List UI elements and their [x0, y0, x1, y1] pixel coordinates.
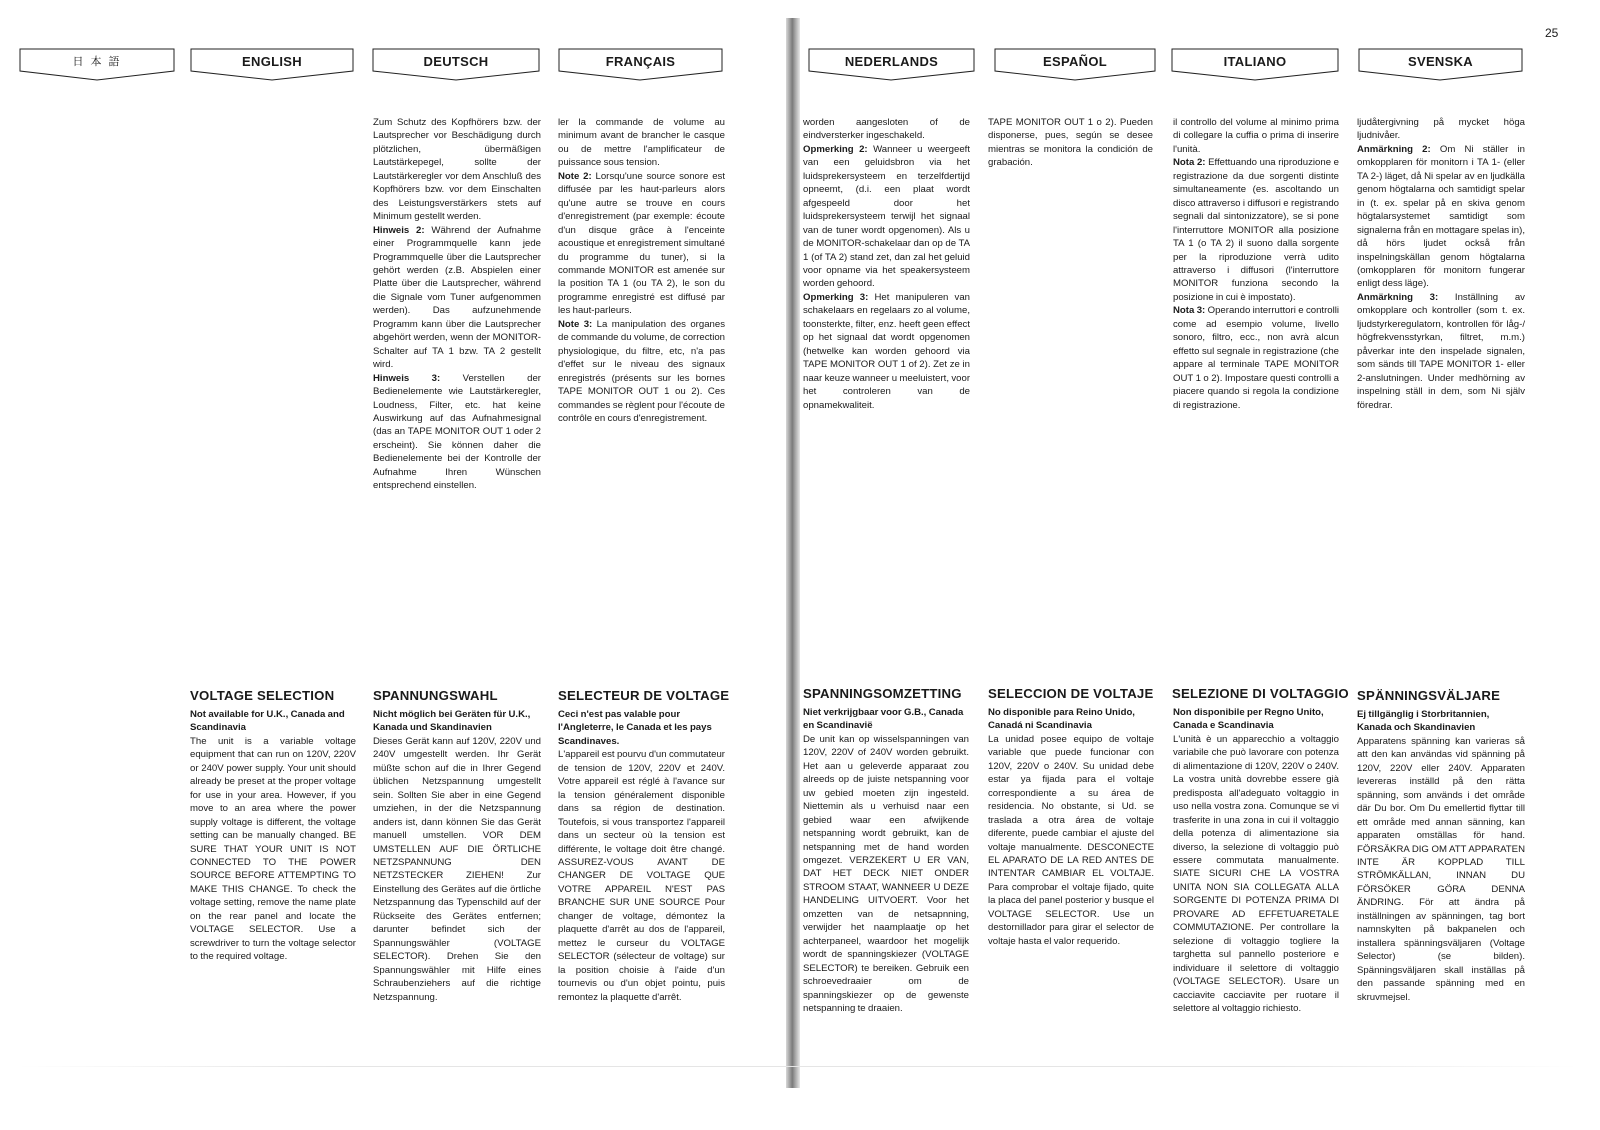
- note-label: Nota 3:: [1173, 305, 1206, 317]
- section-title-espanol: SELECCION DE VOLTAJE: [988, 686, 1154, 701]
- section-body: La unidad posee equipo de voltaje variable que puede funcionar con 120V, 220V o 240V. Su unidad debe estar ya fijada para el voltaje correspondiente a su área de residencia. No obstante, si Ud. se traslada a otra área de voltaje diferente, puede cambiar el ajuste del voltaje manualmente. DESCONECTE EL APARATO DE LA RED ANTES DE INTENTAR CAMBIAR EL VOLTAJE. Para comprobar el voltaje fijado, quite la placa del panel posterior y busque el VOLTAGE SELECTOR. Use un destornillador para girar el selector de voltaje hasta el valor requerido.: [988, 733, 1154, 947]
- section-title-deutsch: SPANNUNGSWAHL: [373, 688, 498, 703]
- lower-column-svenska: [1357, 708, 1525, 1004]
- paragraph: Opmerking 3: Het manipuleren van schakelaars en regelaars zo al volume, toonsterkte, filter, enz. heeft geen effect op het signaal dat wordt opgenomen (hetwelke kan worden gehoord via TAPE MONITOR OUT 1 of 2). Zet ze in naar keuze wanneer u meeluistert, voor het controleren van de opnamekwaliteit.: [803, 291, 971, 411]
- upper-column-italiano: [1173, 116, 1339, 412]
- section-body: Apparatens spänning kan varieras så att den kan användas vid spänning på 120V, 220V eller 240V. Apparaten levereras inställd på den rätta spänning, som används i det område där Du bor. Om Du emellertid flyttar till ett område med annan sänning, kan apparaten omställas för hand. FÖRSÄKRA DIG OM ATT APPARATEN INTE ÄR KOPPLAD TILL STRÖMKÄLLAN, INNAN DU FÖRSÖKER GÖRA DENNA ÄNDRING. För att ändra på inställningen av spänningen, tag bort namnskylten på bakpanelen och installera spänningsväljaren (Voltage Selector) (se bilden). Spänningsväljaren skall inställas på den passande spänning med en skruvmejsel.: [1357, 735, 1525, 1003]
- section-subtitle: Nicht möglich bei Geräten für U.K., Kanada und Skandinavien: [373, 709, 531, 734]
- page-number: 25: [1545, 26, 1559, 40]
- section-title-nederlands: SPANNINGSOMZETTING: [803, 686, 962, 701]
- section-subtitle: No disponible para Reino Unido, Canadá ni Scandinavia: [988, 707, 1135, 732]
- section-subtitle: Ej tillgänglig i Storbritannien, Kanada och Skandinavien: [1357, 709, 1490, 734]
- tab-label: ENGLISH: [242, 53, 302, 69]
- section-title-svenska: SPÄNNINGSVÄLJARE: [1357, 688, 1501, 703]
- note-label: Hinweis 3:: [373, 372, 441, 384]
- upper-column-francais: [558, 116, 725, 425]
- tab-label: ESPAÑOL: [1043, 53, 1107, 69]
- section-title-english: VOLTAGE SELECTION: [190, 688, 335, 703]
- section-subtitle: Ceci n'est pas valable pour l'Angleterre, le Canada et les pays Scandinaves.: [558, 709, 712, 747]
- page-bottom-edge: [18, 1066, 1578, 1067]
- section-title-italiano: SELEZIONE DI VOLTAGGIO: [1172, 686, 1349, 701]
- lower-column-francais: [558, 708, 725, 1004]
- tab-italiano: [1170, 47, 1340, 81]
- section-body: L'appareil est pourvu d'un commutateur de tension de 120V, 220V et 240V. Votre appareil est réglé à l'avance sur la tension généralement disponible dans sa région de destination. Toutefois, si vous transportez l'appareil dans un secteur où la tension est différente, le voltage doit être changé. ASSUREZ-VOUS AVANT DE CHANGER DE VOLTAGE QUE VOTRE APPAREIL N'EST PAS BRANCHE SUR UNE SOURCE Pour changer de voltage, démontez la plaquette d'arrêt au dos de l'appareil, mettez le curseur du VOLTAGE SELECTOR (sélecteur de voltage) sur la position choisie à l'aide d'un tournevis ou d'un objet pointu, puis remontez la plaquette d'arrêt.: [558, 749, 725, 1003]
- tab-deutsch: [371, 47, 541, 81]
- lower-column-deutsch: [373, 708, 541, 1004]
- note-label: Note 2:: [558, 170, 592, 182]
- tab-japanese: [18, 47, 176, 81]
- lower-column-nederlands: [803, 706, 969, 1015]
- tab-label: ITALIANO: [1223, 53, 1287, 69]
- tab-svenska: [1357, 47, 1524, 81]
- paragraph: Opmerking 2: Wanneer u weergeeft van een geluidsbron via het luidsprekersysteem en terzelfdertijd opneemt, (d.i. een plaat wordt afgespeeld door het luidsprekersysteem terwijl het signaal van de tuner wordt opgenomen). Als u de MONITOR-schakelaar dan op de TA 1 (of TA 2) stand zet, dan zal het geluid voor opname via het speakersysteem worden gehoord.: [803, 143, 970, 290]
- note-label: Note 3:: [558, 318, 593, 330]
- note-label: Nota 2:: [1173, 157, 1206, 169]
- book-spine: [786, 18, 800, 1088]
- upper-column-svenska: [1357, 116, 1525, 412]
- note-label: Anmärkning 2:: [1357, 143, 1431, 155]
- note-label: Opmerking 3:: [803, 291, 869, 303]
- paragraph: Hinweis 2: Während der Aufnahme einer Programmquelle kann jede Programmquelle über die Lautsprecher gehört werden (z.B. Abspielen einer Platte über die Lautsprecher, während die Signale vom Tuner aufgenommen werden). Das aufzunehmende Programm kann über die Lautsprecher abgehört werden, wenn der MONITOR-Schalter auf TA 1 bzw. TA 2 gestellt wird.: [373, 224, 541, 371]
- tab-label: SVENSKA: [1408, 53, 1473, 69]
- section-subtitle: Niet verkrijgbaar voor G.B., Canada en Scandinavië: [803, 707, 964, 732]
- section-body: L'unità è un apparecchio a voltaggio variabile che può lavorare con potenza di alimentazione di 120V, 220V o 240V. La vostra unità dovrebbe essere già predisposta all'adeguato voltaggio in uso nella vostra zona. Comunque se vi trasferite in una zona in cui il voltaggio della potenza di alimentazione sia diverso, la selezione di voltaggio può essere commutata manualmente. SIATE SICURI CHE LA VOSTRA UNITA NON SIA COLLEGATA ALLA SORGENTE DI POTENZA PRIMA DI PROVARE AD EFFETUARETALE COMMUTAZIONE. Per controllare la selezione di voltaggio togliere la targhetta sul pannello posteriore e individuare il selettore di voltaggio (VOLTAGE SELECTOR). Usare un cacciavite cacciavite per ruotare il selettore al voltaggio richiesto.: [1173, 733, 1339, 1014]
- paragraph: Note 2: Lorsqu'une source sonore est diffusée par les haut-parleurs alors qu'une autre se trouve en cours d'enregistrement (par exemple: écoute d'un disque grâce à l'enceinte acoustique et enregistrement simultané du programme du tuner), si la commande MONITOR est amenée sur la position TA 1 (ou TA 2), le son du programme enregistré est diffusé par les haut-parleurs.: [558, 170, 726, 317]
- section-body: The unit is a variable voltage equipment that can run on 120V, 220V or 240V power supply. Your unit should already be preset at the proper voltage for use in your area. However, if you move to an area where the power supply voltage is different, the voltage setting can be manually changed. BE SURE THAT YOUR UNIT IS NOT CONNECTED TO THE POWER SOURCE BEFORE ATTEMPTING TO MAKE THIS CHANGE. To check the voltage setting, remove the name plate on the rear panel and locate the VOLTAGE SELECTOR. Use a screwdriver to turn the voltage selector to the required voltage.: [190, 735, 356, 963]
- upper-column-deutsch: [373, 116, 541, 493]
- note-label: Anmärkning 3:: [1357, 291, 1439, 303]
- upper-column-nederlands: [803, 116, 970, 412]
- paragraph: Nota 2: Effettuando una riproduzione e registrazione da due sorgenti distinte simultaneamente (es. ascoltando un disco attraverso i diffusori e registrando segnali dal sintonizzatore), se si pone l'interruttore MONITOR alla posizione TA 1 (o TA 2) il suono dalla sorgente per la riproduzione verrà udito attraverso i diffusori (l'interruttore MONITOR funziona secondo la posizione in cui è impostato).: [1173, 157, 1339, 303]
- paragraph: Nota 3: Operando interruttori e controlli come ad esempio volume, livello sonoro, filtro, ecc., non avrà alcun effetto sul segnale in registrazione (che appare al terminale TAPE MONITOR OUT 1 o 2). Impostare questi controlli a piacere quando si regola la condizione di registrazione.: [1173, 305, 1339, 411]
- paragraph: ljudåtergivning på mycket höga ljudnivåer.: [1357, 117, 1525, 142]
- section-body: De unit kan op wisselspanningen van 120V, 220V of 240V worden gebruikt. Het aan u geleverde apparaat zou alreeds op de juiste netspanning voor uw gebied moeten zijn ingesteld. Niettemin als u verhuisd naar een gebied waar een afwijkende netspanning wordt gebruikt, kan de netspanning met de hand worden omgezet. VERZEKERT U ER VAN, DAT HET DECK NIET ONDER STROOM STAAT, WANNEER U DEZE HANDELING UITVOERT. Voor het omzetten van de netsapnning, verwijder het naamplaatje op het achterpaneel, waardoor het mogelijk wordt de spanningskiezer (VOLTAGE SELECTOR) te bereiken. Gebruik een schroevedraaier om de spanningskiezer op de gewenste netspanning te draaien.: [803, 733, 969, 1014]
- paragraph: ler la commande de volume au minimum avant de brancher le casque ou de mettre l'amplificateur de puissance sous tension.: [558, 117, 725, 169]
- tab-espanol: [993, 47, 1157, 81]
- tab-label: 日 本 語: [72, 56, 122, 68]
- lower-column-italiano: [1173, 706, 1339, 1015]
- section-title-francais: SELECTEUR DE VOLTAGE: [558, 688, 730, 703]
- upper-column-espanol: [988, 116, 1153, 170]
- tab-english: [189, 47, 355, 81]
- paragraph: Zum Schutz des Kopfhörers bzw. der Lautsprecher vor Beschädigung durch plötzlichen, übermäßigen Lautstärkepegel, sollte der Lautstärkeregler vor dem Anschluß des Kopfhörers bzw. vor dem Einschalten des Leistungsverstärkers stets auf Minimum gestellt werden.: [373, 117, 541, 223]
- lower-column-english: [190, 708, 356, 964]
- paragraph: Anmärkning 3: Inställning av omkopplare och kontroller (som t. ex. ljudstyrkeregulatorn, kontrollen för låg-/ högfrekvensstyrkan, filtret, m.m.) påverkar inte den inspelade signalen, som sänds till TAPE MONITOR 1- eller 2-anslutningen. Under medhörning av inspelning ställ in dem, som Ni själv föredrar.: [1357, 291, 1525, 411]
- tab-label: DEUTSCH: [423, 53, 489, 69]
- paragraph: worden aangesloten of de eindversterker ingeschakeld.: [803, 117, 970, 142]
- paragraph: Note 3: La manipulation des organes de commande du volume, de correction physiologique, du filtre, etc, n'a pas d'effet sur le niveau des signaux enregistrés (présents sur les bornes TAPE MONITOR OUT 1 ou 2). Ces commandes se règlent pour l'écoute de contrôle en cours d'enregistrement.: [558, 318, 726, 424]
- paragraph: il controllo del volume al minimo prima di collegare la cuffia o prima di inserire l'unità.: [1173, 117, 1339, 155]
- section-body: Dieses Gerät kann auf 120V, 220V und 240V umgestellt werden. Ihr Gerät müßte schon auf die in Ihrer Gegend üblichen Netzspannung umgestellt sein. Sollten Sie aber in eine Gegend umziehen, in der die Netzspannung anders ist, dann können Sie das Gerät manuell umstellen. VOR DEM UMSTELLEN AUF DIE ÖRTLICHE NETZSPANNUNG DEN NETZSTECKER ZIEHEN! Zur Einstellung des Gerätes auf die örtliche Netzspannung das Typenschild auf der Rückseite des Gerätes entfernen; darunter befindet sich der Spannungswähler (VOLTAGE SELECTOR). Drehen Sie den Spannungswähler mit Hilfe eines Schraubenziehers auf die richtige Netzspannung.: [373, 735, 541, 1003]
- section-subtitle: Non disponibile per Regno Unito, Canada e Scandinavia: [1173, 707, 1324, 732]
- tab-nederlands: [807, 47, 976, 81]
- paragraph: Anmärkning 2: Om Ni ställer in omkopplaren för monitorn i TA 1- (eller TA 2-) läget, då Ni spelar av en ljudkälla genom högtalarna och samtidigt spelar in (t. ex. spelar på en skiva genom högtalarsystemet samtidigt som signalerna från en mottagare spelas in), då hörs ljudet också från inspelningskällan genom högtalarna (omkopplaren för monitorn fungerar enligt dess läge).: [1357, 143, 1525, 290]
- note-label: Opmerking 2:: [803, 143, 868, 155]
- paragraph: Hinweis 3: Verstellen der Bedienelemente wie Lautstärkeregler, Loudness, Filter, etc. hat keine Auswirkung auf das Aufnahmesignal (das an TAPE MONITOR OUT 1 oder 2 erscheint). Sie können daher die Bedienelemente bei der Kontrolle der Aufnahme Ihren Wünschen entsprechend einstellen.: [373, 372, 541, 492]
- paragraph: TAPE MONITOR OUT 1 o 2). Pueden disponerse, pues, según se desee mientras se monitora la condición de grabación.: [988, 117, 1153, 169]
- note-label: Hinweis 2:: [373, 224, 425, 236]
- tab-francais: [557, 47, 724, 81]
- tab-label: FRANÇAIS: [605, 53, 676, 69]
- tab-label: NEDERLANDS: [844, 53, 939, 69]
- lower-column-espanol: [988, 706, 1154, 948]
- section-subtitle: Not available for U.K., Canada and Scandinavia: [190, 709, 345, 734]
